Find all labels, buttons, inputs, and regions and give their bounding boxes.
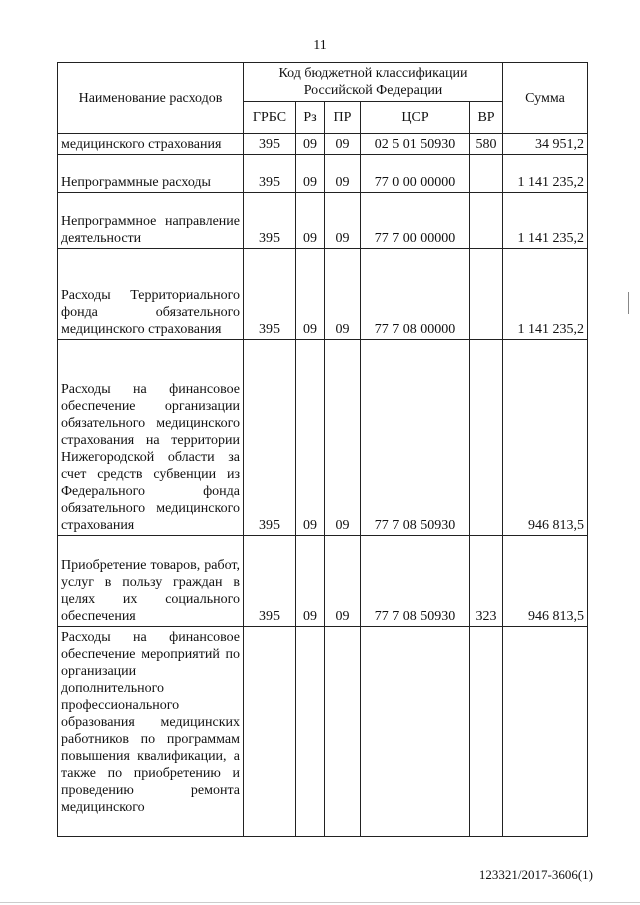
scan-mark (628, 292, 629, 314)
row-grbs: 395 (244, 193, 296, 249)
scan-edge (0, 902, 640, 903)
row-grbs (244, 627, 296, 837)
row-sum: 1 141 235,2 (503, 193, 588, 249)
row-csr: 77 7 08 00000 (361, 249, 470, 340)
row-name: медицинского страхования (58, 134, 244, 155)
row-vr (470, 249, 503, 340)
document-number: 123321/2017-3606(1) (478, 867, 593, 882)
header-vr: ВР (470, 102, 503, 134)
row-grbs: 395 (244, 536, 296, 627)
row-sum: 1 141 235,2 (503, 155, 588, 193)
table-row (58, 249, 588, 340)
row-pr: 09 (325, 193, 361, 249)
row-vr (470, 193, 503, 249)
row-csr: 77 7 08 50930 (361, 536, 470, 627)
table-row (58, 155, 588, 193)
row-vr (470, 627, 503, 837)
table-row (58, 536, 588, 627)
budget-table (57, 62, 588, 837)
row-csr: 77 7 00 00000 (361, 193, 470, 249)
row-csr: 77 0 00 00000 (361, 155, 470, 193)
header-sum: Сумма (503, 63, 588, 134)
row-grbs: 395 (244, 340, 296, 536)
page-number: 11 (313, 38, 327, 53)
row-grbs: 395 (244, 249, 296, 340)
table-header (58, 63, 588, 134)
header-name: Наименование расходов (58, 63, 244, 134)
row-csr: 77 7 08 50930 (361, 340, 470, 536)
row-rz: 09 (296, 193, 325, 249)
row-name: Расходы на финансовое обеспечение мероприятий по организации дополнительного профессионального образования медицинских работников по программам повышения квалификации, а также по приобретению и проведению ремонта медицинского (58, 627, 244, 837)
row-pr: 09 (325, 134, 361, 155)
row-name: Расходы Территориального фонда обязательного медицинского страхования (58, 249, 244, 340)
row-name: Непрограммные расходы (58, 155, 244, 193)
row-pr: 09 (325, 155, 361, 193)
row-sum: 1 141 235,2 (503, 249, 588, 340)
row-pr: 09 (325, 249, 361, 340)
row-pr: 09 (325, 536, 361, 627)
header-grbs: ГРБС (244, 102, 296, 134)
row-rz: 09 (296, 536, 325, 627)
row-vr: 323 (470, 536, 503, 627)
row-rz: 09 (296, 249, 325, 340)
row-csr (361, 627, 470, 837)
row-name: Расходы на финансовое обеспечение организации обязательного медицинского страхования на территории Нижегородской области за счет средств субвенции из Федерального фонда обязательного медицинского страхования (58, 340, 244, 536)
row-vr (470, 340, 503, 536)
row-name: Приобретение товаров, работ, услуг в пользу граждан в целях их социального обеспечения (58, 536, 244, 627)
row-grbs: 395 (244, 155, 296, 193)
row-rz: 09 (296, 340, 325, 536)
table-row (58, 340, 588, 536)
row-grbs: 395 (244, 134, 296, 155)
table-row (58, 627, 588, 837)
header-code-group: Код бюджетной классификации Российской Федерации (244, 63, 503, 102)
row-rz (296, 627, 325, 837)
row-vr (470, 155, 503, 193)
header-csr: ЦСР (361, 102, 470, 134)
row-vr: 580 (470, 134, 503, 155)
row-sum (503, 627, 588, 837)
row-csr: 02 5 01 50930 (361, 134, 470, 155)
table-row (58, 193, 588, 249)
header-rz: Рз (296, 102, 325, 134)
row-pr: 09 (325, 340, 361, 536)
row-pr (325, 627, 361, 837)
table-row (58, 134, 588, 155)
row-sum: 34 951,2 (503, 134, 588, 155)
header-pr: ПР (325, 102, 361, 134)
row-rz: 09 (296, 134, 325, 155)
row-sum: 946 813,5 (503, 536, 588, 627)
row-sum: 946 813,5 (503, 340, 588, 536)
row-rz: 09 (296, 155, 325, 193)
row-name: Непрограммное направление деятельности (58, 193, 244, 249)
